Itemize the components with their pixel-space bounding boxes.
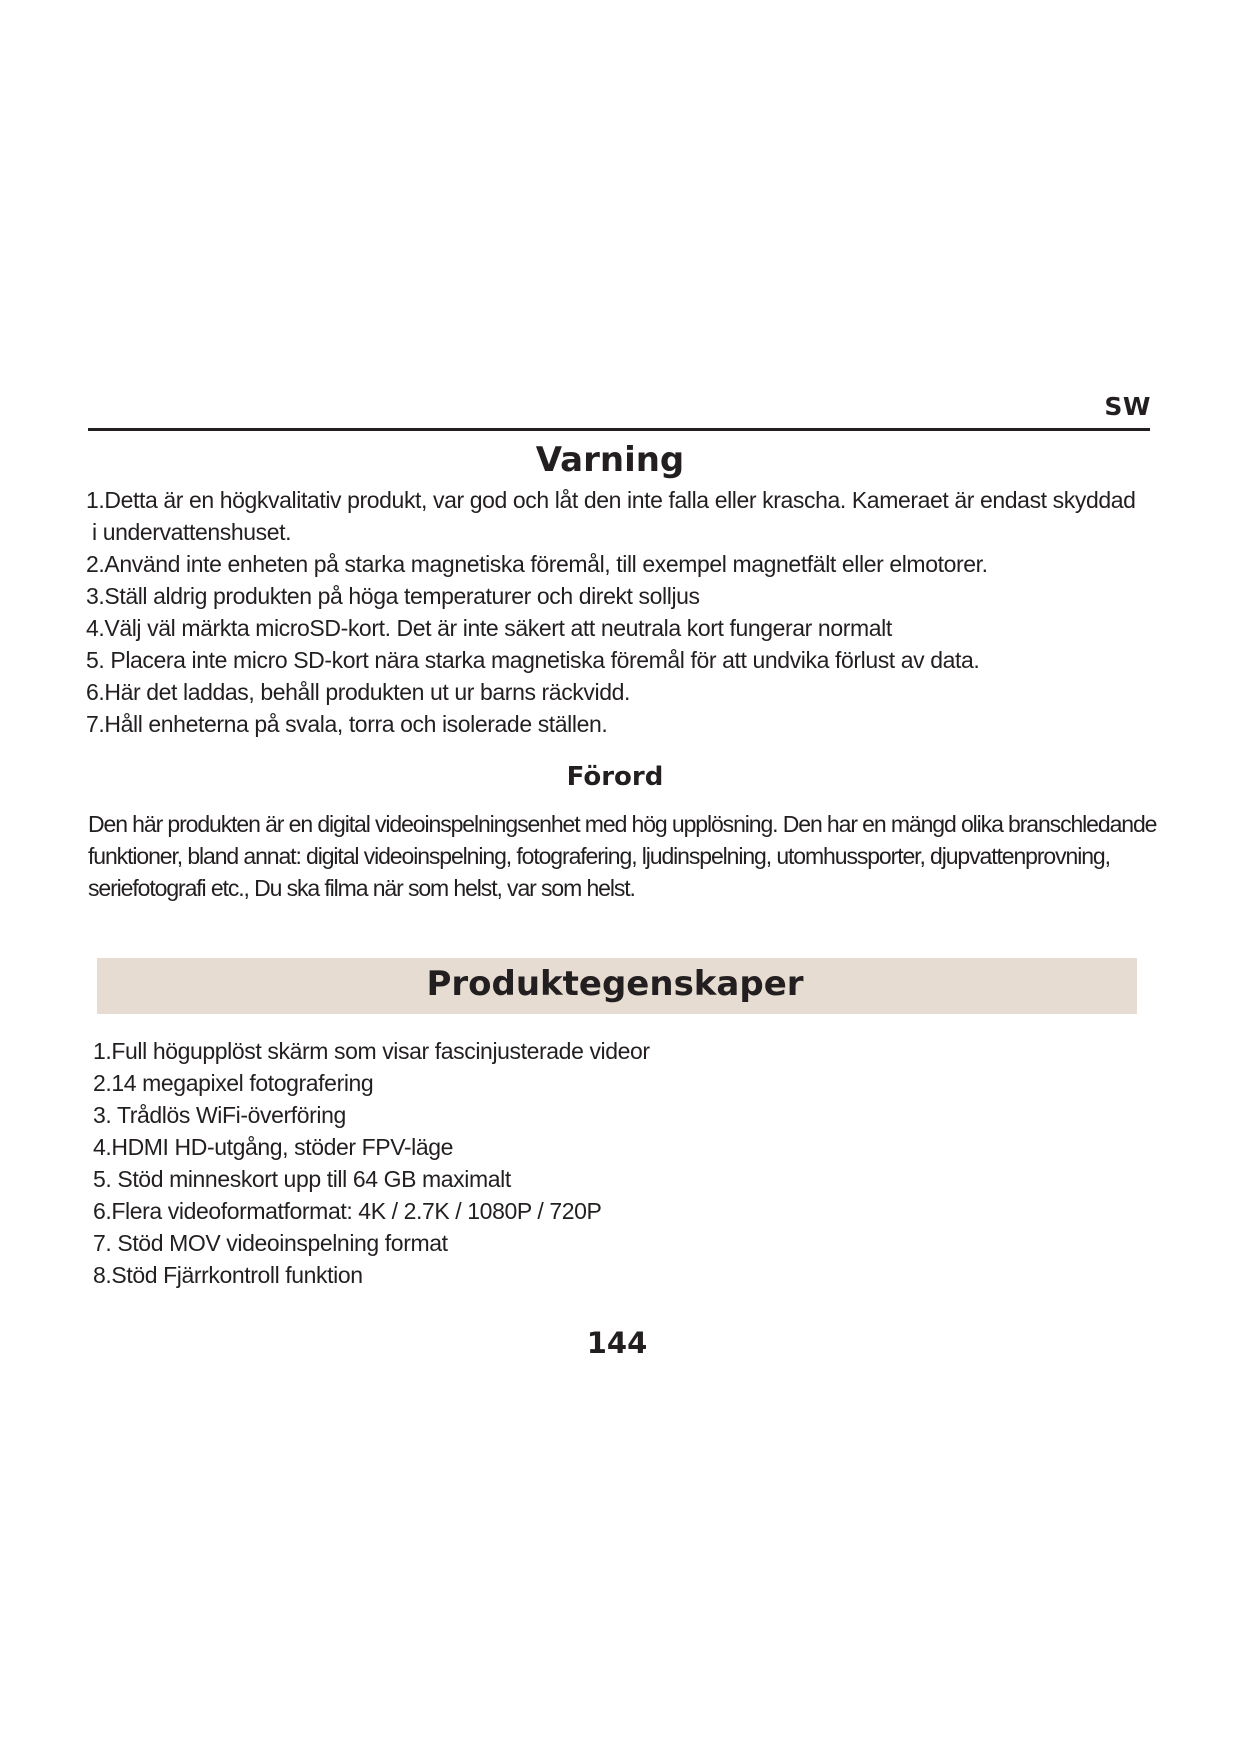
- feature-item: 1.Full högupplöst skärm som visar fascinjusterade videor: [93, 1038, 650, 1064]
- page-number: 144: [586, 1326, 648, 1360]
- foreword-line: funktioner, bland annat: digital videoinspelning, fotografering, ljudinspelning, utomhussporter, djupvattenprovning,: [88, 843, 1110, 869]
- foreword-line: seriefotografi etc., Du ska filma när som helst, var som helst.: [88, 875, 635, 901]
- warning-item: 6.Här det laddas, behåll produkten ut ur barns räckvidd.: [86, 679, 630, 705]
- language-tag: SW: [1104, 392, 1151, 421]
- warning-item: 5. Placera inte micro SD-kort nära starka magnetiska föremål för att undvika förlust av data.: [86, 647, 980, 673]
- warning-item: 7.Håll enheterna på svala, torra och isolerade ställen.: [86, 711, 608, 737]
- feature-item: 4.HDMI HD-utgång, stöder FPV-läge: [93, 1134, 454, 1160]
- header-rule: [88, 428, 1150, 431]
- warning-item: 3.Ställ aldrig produkten på höga temperaturer och direkt solljus: [86, 583, 700, 609]
- features-heading: Produktegenskaper: [426, 964, 804, 1004]
- feature-item: 2.14 megapixel fotografering: [93, 1070, 374, 1096]
- warning-item: 4.Välj väl märkta microSD-kort. Det är inte säkert att neutrala kort fungerar normalt: [86, 615, 892, 641]
- foreword-paragraph: [88, 808, 1158, 904]
- feature-item: 7. Stöd MOV videoinspelning format: [93, 1230, 448, 1256]
- foreword-heading: Förord: [566, 762, 664, 792]
- warning-item: 2.Använd inte enheten på starka magnetiska föremål, till exempel magnetfält eller elmotorer.: [86, 551, 988, 577]
- features-list: [93, 1035, 1093, 1291]
- feature-item: 5. Stöd minneskort upp till 64 GB maximalt: [93, 1166, 511, 1192]
- warning-heading: Varning: [535, 440, 685, 480]
- warning-list: [86, 484, 1186, 740]
- warning-item: 1.Detta är en högkvalitativ produkt, var god och låt den inte falla eller krascha. Kameraet är endast skyddad: [86, 487, 1136, 513]
- warning-item-continuation: i undervattenshuset.: [86, 519, 292, 545]
- feature-item: 6.Flera videoformatformat: 4K / 2.7K / 1080P / 720P: [93, 1198, 602, 1224]
- feature-item: 8.Stöd Fjärrkontroll funktion: [93, 1262, 363, 1288]
- foreword-line: Den här produkten är en digital videoinspelningsenhet med hög upplösning. Den har en mängd olika branschledande: [88, 811, 1157, 837]
- feature-item: 3. Trådlös WiFi-överföring: [93, 1102, 346, 1128]
